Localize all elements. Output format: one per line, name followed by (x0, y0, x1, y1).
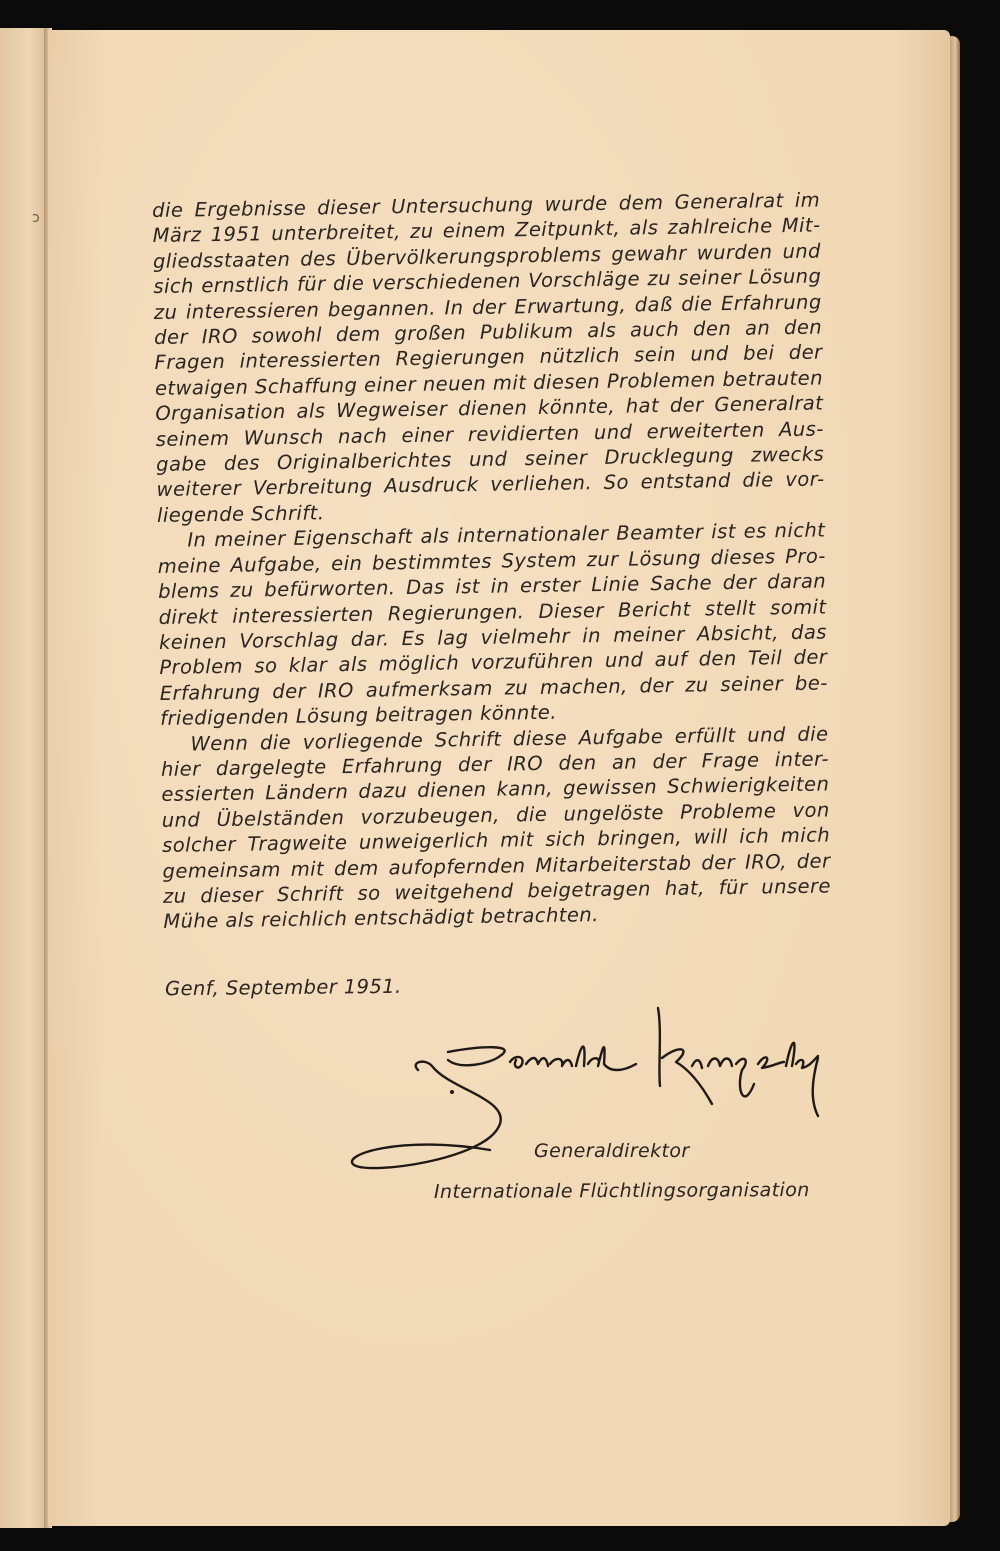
text-line: Fragen interessierten Regierungen nützlich sein und bei der (154, 340, 823, 375)
text-line: hier dargelegte Erfahrung der IRO den an der Frage inter- (160, 747, 830, 781)
paragraph-3 (160, 721, 831, 935)
text-line: gemeinsam mit dem aufopfernden Mitarbeiterstab der IRO, der (162, 848, 831, 883)
text-line: zu dieser Schrift so weitgehend beigetragen hat, für unsere (162, 874, 832, 908)
text-line: Mühe als reichlich entschädigt betrachten. (163, 903, 599, 934)
text-line: März 1951 unterbreitet, zu einem Zeitpunkt, als zahlreiche Mit- (152, 213, 821, 248)
text-line: essierten Ländern dazu dienen kann, gewissen Schwierigkeiten (161, 772, 830, 807)
text-line: die Ergebnisse dieser Untersuchung wurde dem Generalrat im (152, 188, 821, 222)
text-line: solcher Tragweite unweigerlich mit sich bringen, will ich mich (161, 823, 831, 858)
text-line: zu interessieren begannen. In der Erwartung, daß die Erfahrung (153, 290, 822, 324)
text-line: Wenn die vorliegende Schrift diese Aufgabe erfüllt und die (190, 721, 829, 755)
text-line: meine Aufgabe, ein bestimmtes System zur Lösung dieses Pro- (157, 544, 826, 578)
text-line: direkt interessierten Regierungen. Dieser Bericht stellt somit (158, 594, 827, 629)
text-line: etwaigen Schaffung einer neuen mit diesen Problemen betrauten (154, 366, 824, 400)
text-line: seinem Wunsch nach einer revidierten und erweiterten Aus- (155, 417, 824, 451)
text-line: blems zu befürworten. Das ist in erster Linie Sache der daran (158, 569, 827, 604)
text-line: der IRO sowohl dem großen Publikum als auch den an den (154, 315, 823, 350)
binding-hole-mark: ᴐ (32, 210, 40, 226)
signer-title: Generaldirektor (534, 1140, 690, 1162)
text-line: In meiner Eigenschaft als internationaler Beamter ist es nicht (187, 518, 826, 552)
text-line: friedigenden Lösung beitragen könnte. (159, 700, 558, 731)
text-line: und Übelständen vorzubeugen, die ungelöste Probleme von (161, 798, 830, 832)
body-text (152, 188, 831, 935)
place-date: Genf, September 1951. (164, 974, 402, 1001)
text-line: weiterer Verbreitung Ausdruck verliehen. So entstand die vor- (156, 467, 825, 502)
text-line: keinen Vorschlag dar. Es lag vielmehr in meiner Absicht, das (158, 620, 828, 654)
text-line: gliedsstaaten des Übervölkerungsproblems gewahr wurden und (152, 239, 822, 273)
text-line: Erfahrung der IRO aufmerksam zu machen, der zu seiner be- (159, 671, 828, 705)
paragraph-2 (157, 518, 828, 732)
text-line: Problem so klar als möglich vorzuführen und auf den Teil der (159, 645, 828, 680)
text-line: sich ernstlich für die verschiedenen Vorschläge zu seiner Lösung (153, 264, 822, 299)
signer-organization: Internationale Flüchtlingsorganisation (433, 1179, 810, 1203)
left-page-edge (0, 28, 50, 1528)
text-line: gabe des Originalberichtes und seiner Drucklegung zwecks (156, 442, 825, 477)
text-line: Organisation als Wegweiser dienen könnte, hat der Generalrat (155, 391, 824, 426)
paragraph-1 (152, 188, 825, 529)
text-line: liegende Schrift. (156, 501, 325, 527)
